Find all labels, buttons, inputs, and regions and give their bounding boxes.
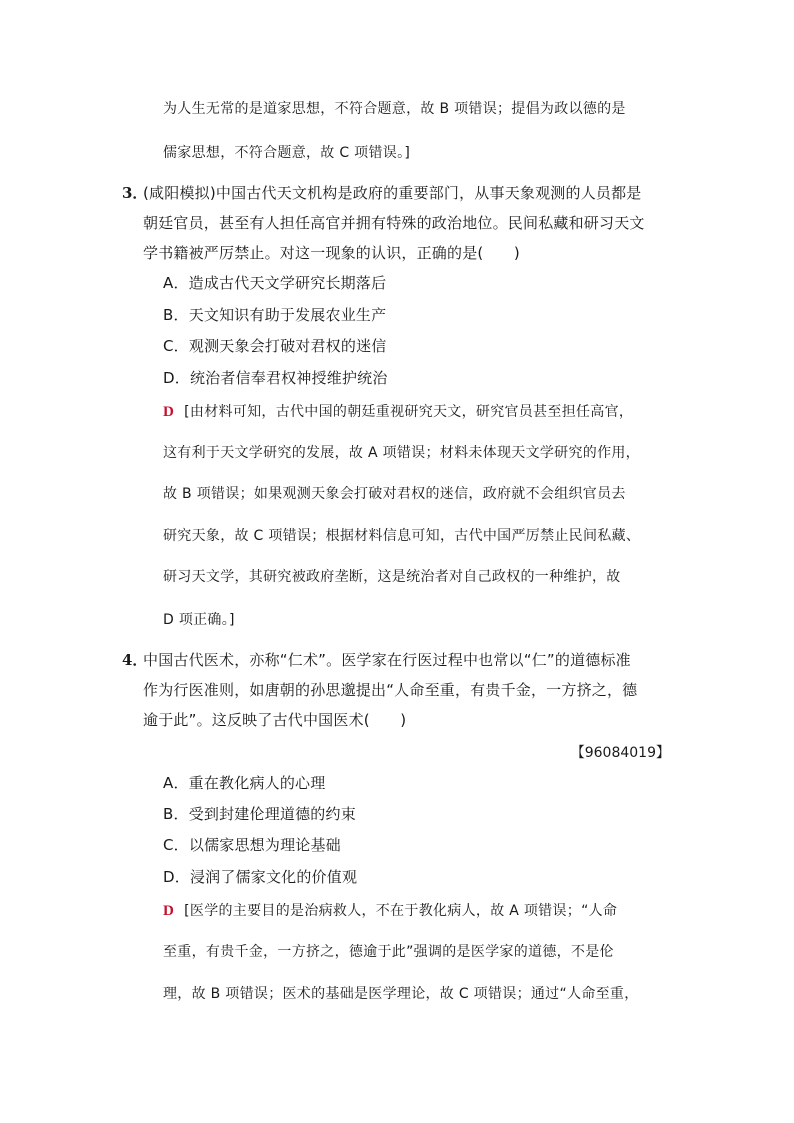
question-4-number: 4． bbox=[122, 651, 148, 669]
continuation-line-2: 儒家思想，不符合题意，故 C 项错误。] bbox=[163, 145, 411, 161]
question-3-explanation-line-6: D 项正确。] bbox=[163, 612, 235, 628]
question-4-option-d: D．浸润了儒家文化的价值观 bbox=[163, 868, 358, 886]
question-3-option-b: B．天文知识有助于发展农业生产 bbox=[163, 306, 387, 324]
question-3-option-c: C．观测天象会打破对君权的迷信 bbox=[163, 337, 387, 355]
question-4-option-c: C．以儒家思想为理论基础 bbox=[163, 836, 341, 854]
question-4-option-a: A．重在教化病人的心理 bbox=[163, 774, 326, 792]
question-4-explanation-text-1: [医学的主要目的是治病救人，不在于教化病人，故 A 项错误；“人命 bbox=[184, 903, 618, 919]
question-4-stem-line-2: 作为行医准则，如唐朝的孙思邈提出“人命至重，有贵千金，一方挤之，德 bbox=[143, 681, 638, 699]
continuation-line-1: 为人生无常的是道家思想，不符合题意，故 B 项错误；提倡为政以德的是 bbox=[163, 101, 626, 117]
question-3-explanation-line-3: 故 B 项错误；如果观测天象会打破对君权的迷信，政府就不会组织官员去 bbox=[163, 486, 626, 502]
question-3-number: 3． bbox=[122, 184, 148, 202]
question-3-explanation-line-2: 这有利于天文学研究的发展，故 A 项错误；材料未体现天文学研究的作用， bbox=[163, 445, 640, 461]
question-4-code: 【96084019】 bbox=[570, 745, 670, 761]
question-4-stem-line-1: 中国古代医术，亦称“仁术”。医学家在行医过程中也常以“仁”的道德标准 bbox=[143, 651, 631, 669]
question-4-explanation-line-3: 理，故 B 项错误；医术的基础是医学理论，故 C 项错误；通过“人命至重， bbox=[163, 986, 639, 1002]
question-4-option-b: B．受到封建伦理道德的约束 bbox=[163, 805, 356, 823]
question-3-stem-line-2: 朝廷官员，甚至有人担任高官并拥有特殊的政治地位。民间私藏和研习天文 bbox=[143, 214, 645, 232]
question-3-option-d: D．统治者信奉君权神授维护统治 bbox=[163, 369, 388, 387]
question-3-option-a: A．造成古代天文学研究长期落后 bbox=[163, 274, 387, 292]
question-3-explanation-line-1 bbox=[163, 402, 633, 422]
question-3-answer-letter: D bbox=[163, 404, 175, 420]
question-3-stem-line-1: (咸阳模拟)中国古代天文机构是政府的重要部门，从事天象观测的人员都是 bbox=[143, 184, 642, 202]
question-3-explanation-line-5: 研习天文学，其研究被政府垄断，这是统治者对自己政权的一种维护，故 bbox=[163, 569, 621, 585]
question-3-explanation-text-1: [由材料可知，古代中国的朝廷重视研究天文，研究官员甚至担任高官， bbox=[184, 404, 634, 420]
question-4-explanation-line-1 bbox=[163, 901, 617, 921]
question-4-stem-line-3: 逾于此”。这反映了古代中国医术( ) bbox=[143, 711, 407, 729]
question-4-answer-letter: D bbox=[163, 903, 175, 919]
question-3-stem-line-3: 学书籍被严厉禁止。对这一现象的认识，正确的是( ) bbox=[143, 244, 520, 262]
question-4-explanation-line-2: 至重，有贵千金，一方挤之，德逾于此”强调的是医学家的道德，不是伦 bbox=[163, 944, 614, 960]
question-3-explanation-line-4: 研究天象，故 C 项错误；根据材料信息可知，古代中国严厉禁止民间私藏、 bbox=[163, 528, 641, 544]
